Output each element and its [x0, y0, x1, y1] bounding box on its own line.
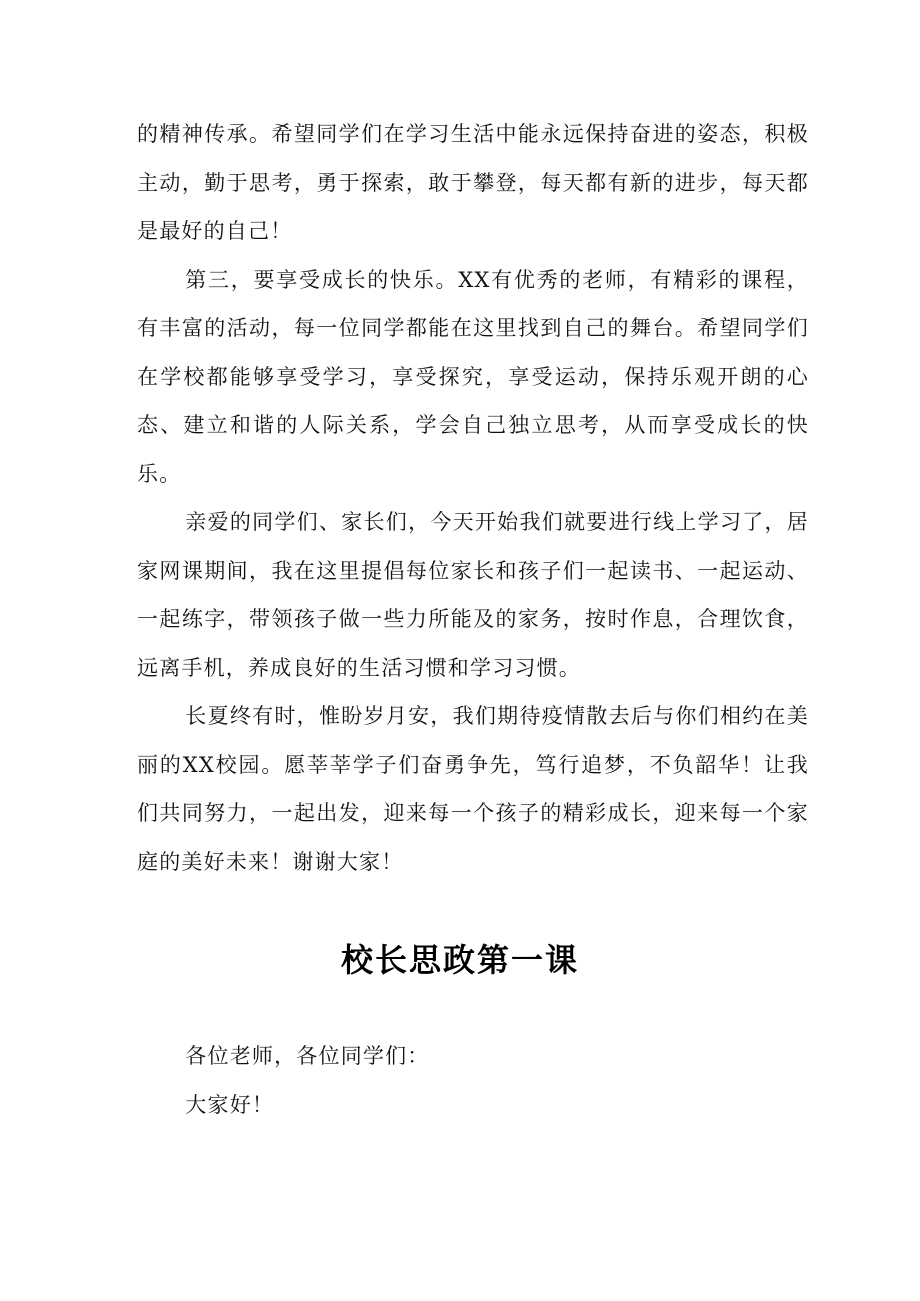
salutation: 各位老师，各位同学们： — [185, 1044, 430, 1068]
greeting: 大家好！ — [185, 1092, 275, 1117]
paragraph-closing: 长夏终有时，惟盼岁月安，我们期待疫情散去后与你们相约在美丽的XX校园。愿莘莘学子们奋勇争先，笃行追梦，不负韶华！让我们共同努力，一起出发，迎来每一个孩子的精彩成长，迎来每一个家庭的美好未来！谢谢大家！ — [137, 704, 809, 874]
paragraph-continuation: 的精神传承。希望同学们在学习生活中能永远保持奋进的姿态，积极主动，勤于思考，勇于探索，敢于攀登，每天都有新的进步，每天都是最好的自己！ — [137, 122, 809, 243]
speech-body-continued — [137, 110, 809, 886]
speech-opening — [137, 1032, 809, 1129]
paragraph-online-learning: 亲爱的同学们、家长们，今天开始我们就要进行线上学习了，居家网课期间，我在这里提倡每位家长和孩子们一起读书、一起运动、一起练字，带领孩子做一些力所能及的家务，按时作息，合理饮食，远离手机，养成良好的生活习惯和学习习惯。 — [137, 510, 809, 680]
paragraph-third-point: 第三，要享受成长的快乐。XX有优秀的老师，有精彩的课程，有丰富的活动，每一位同学都能在这里找到自己的舞台。希望同学们在学校都能够享受学习，享受探究，享受运动，保持乐观开朗的心态、建立和谐的人际关系，学会自己独立思考，从而享受成长的快乐。 — [137, 267, 809, 486]
section-title: 校长思政第一课 — [340, 941, 579, 979]
